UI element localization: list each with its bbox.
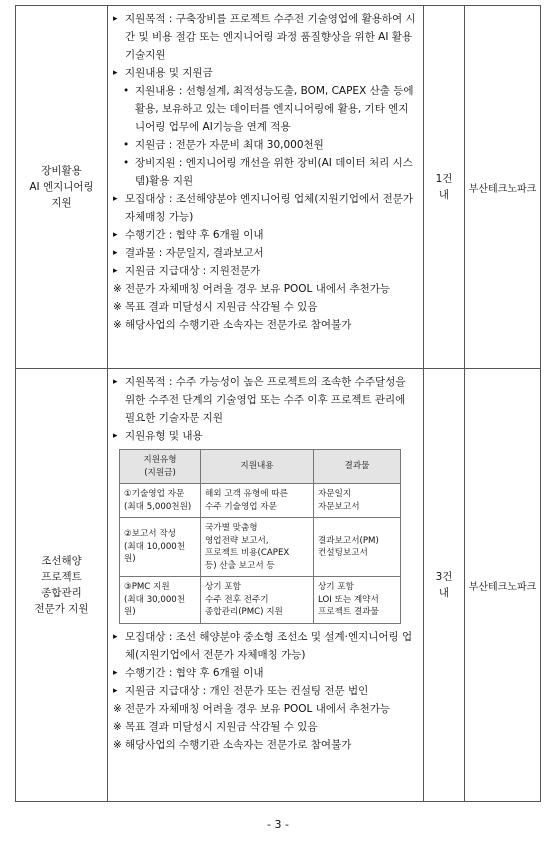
note-item xyxy=(113,718,417,736)
bullet-item xyxy=(113,373,417,427)
note-item xyxy=(113,736,417,754)
bullet-item xyxy=(113,190,417,226)
support-type-table xyxy=(119,449,401,624)
note-item xyxy=(113,316,417,334)
bullet-marker: ▸ xyxy=(113,68,118,78)
bullet-marker: ▸ xyxy=(113,266,118,276)
sub-marker: • xyxy=(123,139,130,151)
item-text: 해당사업의 수행기관 소속자는 전문가로 참여불가 xyxy=(125,319,352,331)
item-text: 목표 결과 미달성시 지원금 삭감될 수 있음 xyxy=(125,720,318,733)
note-marker: ※ xyxy=(113,301,122,313)
inner-row xyxy=(120,518,401,577)
item-text: 지원금 지급대상 : 개인 전문가 또는 컨설팅 전문 법인 xyxy=(125,684,369,697)
document-body xyxy=(15,5,541,802)
program-title-line: 전문가 지원 xyxy=(34,603,89,615)
item-text: 지원금 : 전문가 자문비 최대 30,000천원 xyxy=(135,139,324,151)
inner-cell: 상기 포함 LOI 또는 계약서 프로젝트 결과물 xyxy=(314,577,401,624)
inner-header-cell: 결과물 xyxy=(314,450,401,484)
bullet-item xyxy=(113,64,417,82)
program-title-line: 종합관리 xyxy=(41,587,82,599)
bullet-marker: ▸ xyxy=(113,631,118,642)
item-text: 수행기간 : 협약 후 6개월 이내 xyxy=(125,229,264,241)
program-title-line: AI 엔지니어링 xyxy=(29,181,94,193)
note-marker: ※ xyxy=(113,720,122,733)
inner-row xyxy=(120,484,401,518)
inner-header-row xyxy=(120,450,401,484)
program-title-line: 프로젝트 xyxy=(41,571,82,583)
item-text: 지원목적 : 구축장비를 프로젝트 수주전 기술영업에 활용하여 시간 및 비용 절감 또는 엔지니어링 과정 품질향상을 위한 AI 활용 기술지원 xyxy=(125,13,416,61)
program-detail-cell xyxy=(108,369,424,802)
count-cell xyxy=(424,6,465,369)
program-title-line: 조선해양 xyxy=(41,555,82,567)
sub-bullet-item xyxy=(113,154,417,190)
bullet-marker: ▸ xyxy=(113,667,118,678)
bullet-item xyxy=(113,628,417,664)
item-text: 전문가 자체매칭 어려울 경우 보유 POOL 내에서 추천가능 xyxy=(125,283,391,295)
note-marker: ※ xyxy=(113,319,122,331)
item-text: 장비지원 : 엔지니어링 개선을 위한 장비(AI 데이터 처리 시스템)활용 지원 xyxy=(135,157,413,187)
inner-header-cell: 지원내용 xyxy=(201,450,314,484)
count-value: 3건 xyxy=(435,571,453,583)
sub-bullet-item xyxy=(113,136,417,154)
item-text: 지원목적 : 수주 가능성이 높은 프로젝트의 조속한 수주달성을 위한 수주전 단계의 기술영업 또는 수주 이후 프로젝트 관리에 필요한 기술자문 지원 xyxy=(125,376,406,424)
sub-bullet-item xyxy=(113,82,417,136)
inner-cell: 해외 고객 유형에 따른 수주 기술영업 자문 xyxy=(201,484,314,518)
program-detail-cell xyxy=(108,6,424,369)
count-unit: 내 xyxy=(438,189,450,201)
item-text: 모집대상 : 조선해양분야 엔지니어링 업체(지원기업에서 전문가 자체매칭 가능) xyxy=(125,193,414,223)
inner-header-cell: 지원유형 (지원금) xyxy=(120,450,201,484)
inner-cell: 결과보고서(PM) 컨설팅보고서 xyxy=(314,518,401,577)
count-value: 1건 xyxy=(435,173,453,185)
bullet-marker: ▸ xyxy=(113,685,118,696)
inner-cell: 자문일지 자문보고서 xyxy=(314,484,401,518)
item-text: 목표 결과 미달성시 지원금 삭감될 수 있음 xyxy=(125,301,318,313)
item-text: 지원금 지급대상 : 지원전문가 xyxy=(125,265,261,277)
sub-marker: • xyxy=(123,157,130,169)
bullet-marker: ▸ xyxy=(113,377,118,387)
program-title-cell xyxy=(16,369,108,802)
bullet-marker: ▸ xyxy=(113,248,118,258)
bullet-marker: ▸ xyxy=(113,14,118,24)
bullet-marker: ▸ xyxy=(113,194,118,204)
item-text: 지원내용 및 지원금 xyxy=(125,67,213,79)
item-text: 결과물 : 자문일지, 결과보고서 xyxy=(125,247,264,259)
item-text: 모집대상 : 조선 해양분야 중소형 조선소 및 설계·엔지니어링 업체(지원기업에서 전문가 자체매칭 가능) xyxy=(125,630,413,661)
program-title-line: 장비활용 xyxy=(41,165,82,177)
inner-row xyxy=(120,577,401,624)
inner-cell: ①기술영업 자문 (최대 5,000천원) xyxy=(120,484,201,518)
note-marker: ※ xyxy=(113,283,122,295)
organization-cell: 부산테크노파크 xyxy=(465,6,541,369)
note-item xyxy=(113,280,417,298)
inner-cell: 국가별 맞춤형 영업전략 보고서, 프로젝트 비용(CAPEX 등) 산출 보고서 등 xyxy=(201,518,314,577)
item-text: 지원유형 및 내용 xyxy=(125,430,203,442)
note-marker: ※ xyxy=(113,702,122,715)
sub-marker: • xyxy=(123,85,130,97)
note-item xyxy=(113,298,417,316)
item-text: 수행기간 : 협약 후 6개월 이내 xyxy=(125,666,264,679)
note-marker: ※ xyxy=(113,738,122,751)
bullet-marker: ▸ xyxy=(113,431,118,441)
count-unit: 내 xyxy=(438,587,450,599)
table-row xyxy=(16,6,541,369)
bullet-item xyxy=(113,262,417,280)
inner-cell: 상기 포함 수주 전후 전주기 종합관리(PMC) 지원 xyxy=(201,577,314,624)
program-table xyxy=(15,5,541,802)
item-text: 전문가 자체매칭 어려울 경우 보유 POOL 내에서 추천가능 xyxy=(125,702,391,715)
program-title-cell xyxy=(16,6,108,369)
item-text: 해당사업의 수행기관 소속자는 전문가로 참여불가 xyxy=(125,738,352,751)
bullet-item xyxy=(113,427,417,445)
inner-cell: ③PMC 지원 (최대 30,000천원) xyxy=(120,577,201,624)
bullet-item xyxy=(113,664,417,682)
bullet-item xyxy=(113,226,417,244)
bullet-item xyxy=(113,10,417,64)
inner-cell: ②보고서 작성 (최대 10,000천원) xyxy=(120,518,201,577)
bullet-item xyxy=(113,682,417,700)
item-text: 지원내용 : 선형설계, 최적성능도출, BOM, CAPEX 산출 등에 활용, 보유하고 있는 데이터를 엔지니어링에 활용, 기타 엔지니어링 업무에 AI기능을 연계 적용 xyxy=(135,85,414,133)
bullet-item xyxy=(113,244,417,262)
table-row xyxy=(16,369,541,802)
organization-cell: 부산테크노파크 xyxy=(465,369,541,802)
program-title-line: 지원 xyxy=(51,197,72,209)
page-number: - 3 - xyxy=(267,818,289,831)
count-cell xyxy=(424,369,465,802)
note-item xyxy=(113,700,417,718)
bullet-marker: ▸ xyxy=(113,230,118,240)
